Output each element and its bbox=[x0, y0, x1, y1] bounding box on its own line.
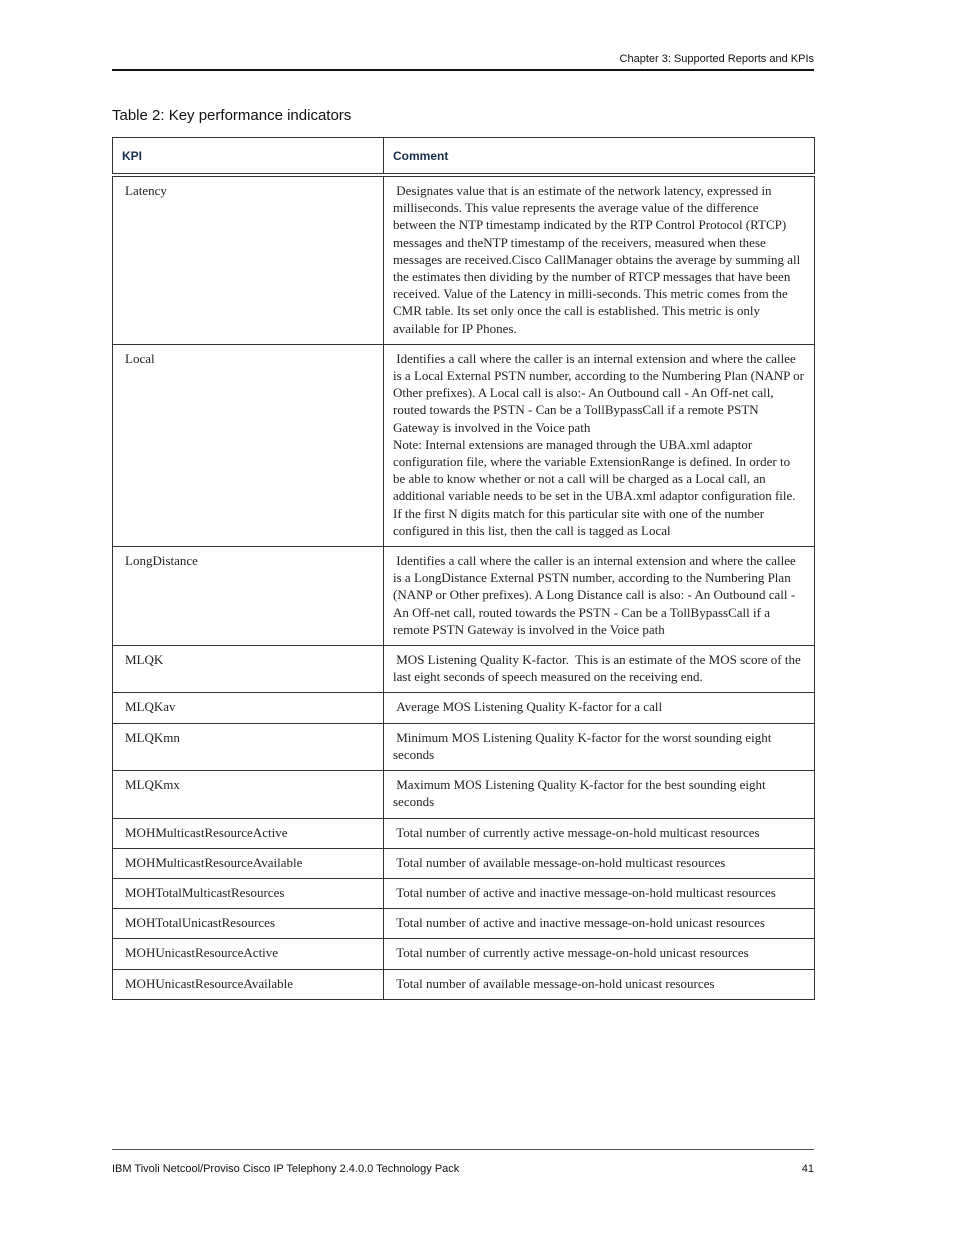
kpi-name-cell: MOHMulticastResourceAvailable bbox=[113, 848, 384, 878]
kpi-comment-cell bbox=[384, 818, 815, 848]
kpi-comment-text: Total number of currently active message-on-hold multicast resources bbox=[393, 824, 760, 840]
kpi-name-cell: MOHUnicastResourceActive bbox=[113, 939, 384, 969]
kpi-comment-text: Identifies a call where the caller is an internal extension and where the callee is a Local External PSTN number, according to the Numbering Plan (NANP or Other prefixes). A Local call is also:- An Outbound call - An Off-net call, routed towards the PSTN - Can be a TollBypassCall if a remote PSTN Gateway is involved in the Voice path Note: Internal extensions are managed through the UBA.xml adaptor configuration file, where the variable ExtensionRange is defined. In order to be able to know whether or not a call will be charged as a Local call, an additional variable needs to be set in the UBA.xml adaptor configuration file. If the first N digits match for this particular site with one of the number configured in this list, then the call is tagged as Local bbox=[393, 350, 804, 538]
table-body bbox=[113, 175, 815, 999]
table-row bbox=[113, 646, 815, 693]
table-header-row bbox=[113, 138, 815, 176]
kpi-comment-cell bbox=[384, 547, 815, 646]
kpi-comment-cell bbox=[384, 848, 815, 878]
kpi-name-cell: LongDistance bbox=[113, 547, 384, 646]
kpi-table bbox=[112, 137, 815, 1000]
table-row bbox=[113, 175, 815, 344]
kpi-comment-cell bbox=[384, 344, 815, 546]
page-number: 41 bbox=[801, 1163, 814, 1175]
kpi-comment-cell bbox=[384, 646, 815, 693]
kpi-comment-text: MOS Listening Quality K-factor. This is an estimate of the MOS score of the last eight seconds of speech measured on the receiving end. bbox=[393, 652, 804, 685]
column-header-kpi: KPI bbox=[113, 138, 384, 176]
kpi-comment-text: Total number of active and inactive message-on-hold unicast resources bbox=[393, 915, 765, 931]
table-row bbox=[113, 693, 815, 723]
kpi-comment-text: Total number of currently active message-on-hold unicast resources bbox=[393, 945, 749, 961]
table-row bbox=[113, 344, 815, 546]
kpi-comment-text: Identifies a call where the caller is an internal extension and where the callee is a LongDistance External PSTN number, according to the Numbering Plan (NANP or Other prefixes). A Long Distance call is also: - An Outbound call - An Off-net call, routed towards the PSTN - Can be a TollBypassCall if a remote PSTN Gateway is involved in the Voice path bbox=[393, 553, 800, 637]
kpi-comment-cell bbox=[384, 909, 815, 939]
table-row bbox=[113, 723, 815, 770]
table-row bbox=[113, 818, 815, 848]
kpi-comment-text: Minimum MOS Listening Quality K-factor for the worst sounding eight seconds bbox=[393, 729, 775, 762]
footer-rule bbox=[112, 1149, 814, 1150]
kpi-name-cell: MOHTotalUnicastResources bbox=[113, 909, 384, 939]
kpi-comment-cell bbox=[384, 175, 815, 344]
table-row bbox=[113, 969, 815, 999]
kpi-comment-cell bbox=[384, 771, 815, 818]
table-row bbox=[113, 771, 815, 818]
table-row bbox=[113, 939, 815, 969]
kpi-name-cell: Latency bbox=[113, 175, 384, 344]
table-caption: Table 2: Key performance indicators bbox=[112, 107, 352, 124]
running-header: Chapter 3: Supported Reports and KPIs bbox=[619, 53, 814, 65]
header-rule bbox=[112, 69, 814, 71]
kpi-name-cell: MLQKmx bbox=[113, 771, 384, 818]
kpi-name-cell: MOHMulticastResourceActive bbox=[113, 818, 384, 848]
kpi-name-cell: MLQK bbox=[113, 646, 384, 693]
kpi-name-cell: MOHUnicastResourceAvailable bbox=[113, 969, 384, 999]
kpi-comment-text: Total number of available message-on-hold unicast resources bbox=[393, 975, 715, 991]
kpi-name-cell: Local bbox=[113, 344, 384, 546]
footer-title: IBM Tivoli Netcool/Proviso Cisco IP Telephony 2.4.0.0 Technology Pack bbox=[112, 1163, 460, 1175]
kpi-comment-cell bbox=[384, 939, 815, 969]
kpi-comment-text: Average MOS Listening Quality K-factor for a call bbox=[393, 699, 663, 715]
kpi-comment-cell bbox=[384, 723, 815, 770]
kpi-comment-text: Designates value that is an estimate of the network latency, expressed in milliseconds. This value represents the average value of the difference between the NTP timestamp indicated by the RTP Control Protocol (RTCP) messages and theNTP timestamp of the receivers, measured when these messages are received.Cisco CallManager obtains the average by summing all the estimates then dividing by the number of RTCP messages that have been received. Value of the Latency in milli-seconds. This metric comes from the CMR table. Its set only once the call is established. This metric is only available for IP Phones. bbox=[393, 183, 804, 336]
table-row bbox=[113, 848, 815, 878]
table-row bbox=[113, 547, 815, 646]
column-header-comment: Comment bbox=[384, 138, 815, 176]
kpi-comment-text: Total number of active and inactive message-on-hold multicast resources bbox=[393, 884, 776, 900]
table-row bbox=[113, 909, 815, 939]
table-row bbox=[113, 878, 815, 908]
kpi-comment-text: Maximum MOS Listening Quality K-factor for the best sounding eight seconds bbox=[393, 777, 769, 810]
kpi-comment-text: Total number of available message-on-hold multicast resources bbox=[393, 854, 726, 870]
kpi-comment-cell bbox=[384, 878, 815, 908]
kpi-name-cell: MOHTotalMulticastResources bbox=[113, 878, 384, 908]
kpi-comment-cell bbox=[384, 693, 815, 723]
kpi-name-cell: MLQKmn bbox=[113, 723, 384, 770]
kpi-name-cell: MLQKav bbox=[113, 693, 384, 723]
kpi-comment-cell bbox=[384, 969, 815, 999]
